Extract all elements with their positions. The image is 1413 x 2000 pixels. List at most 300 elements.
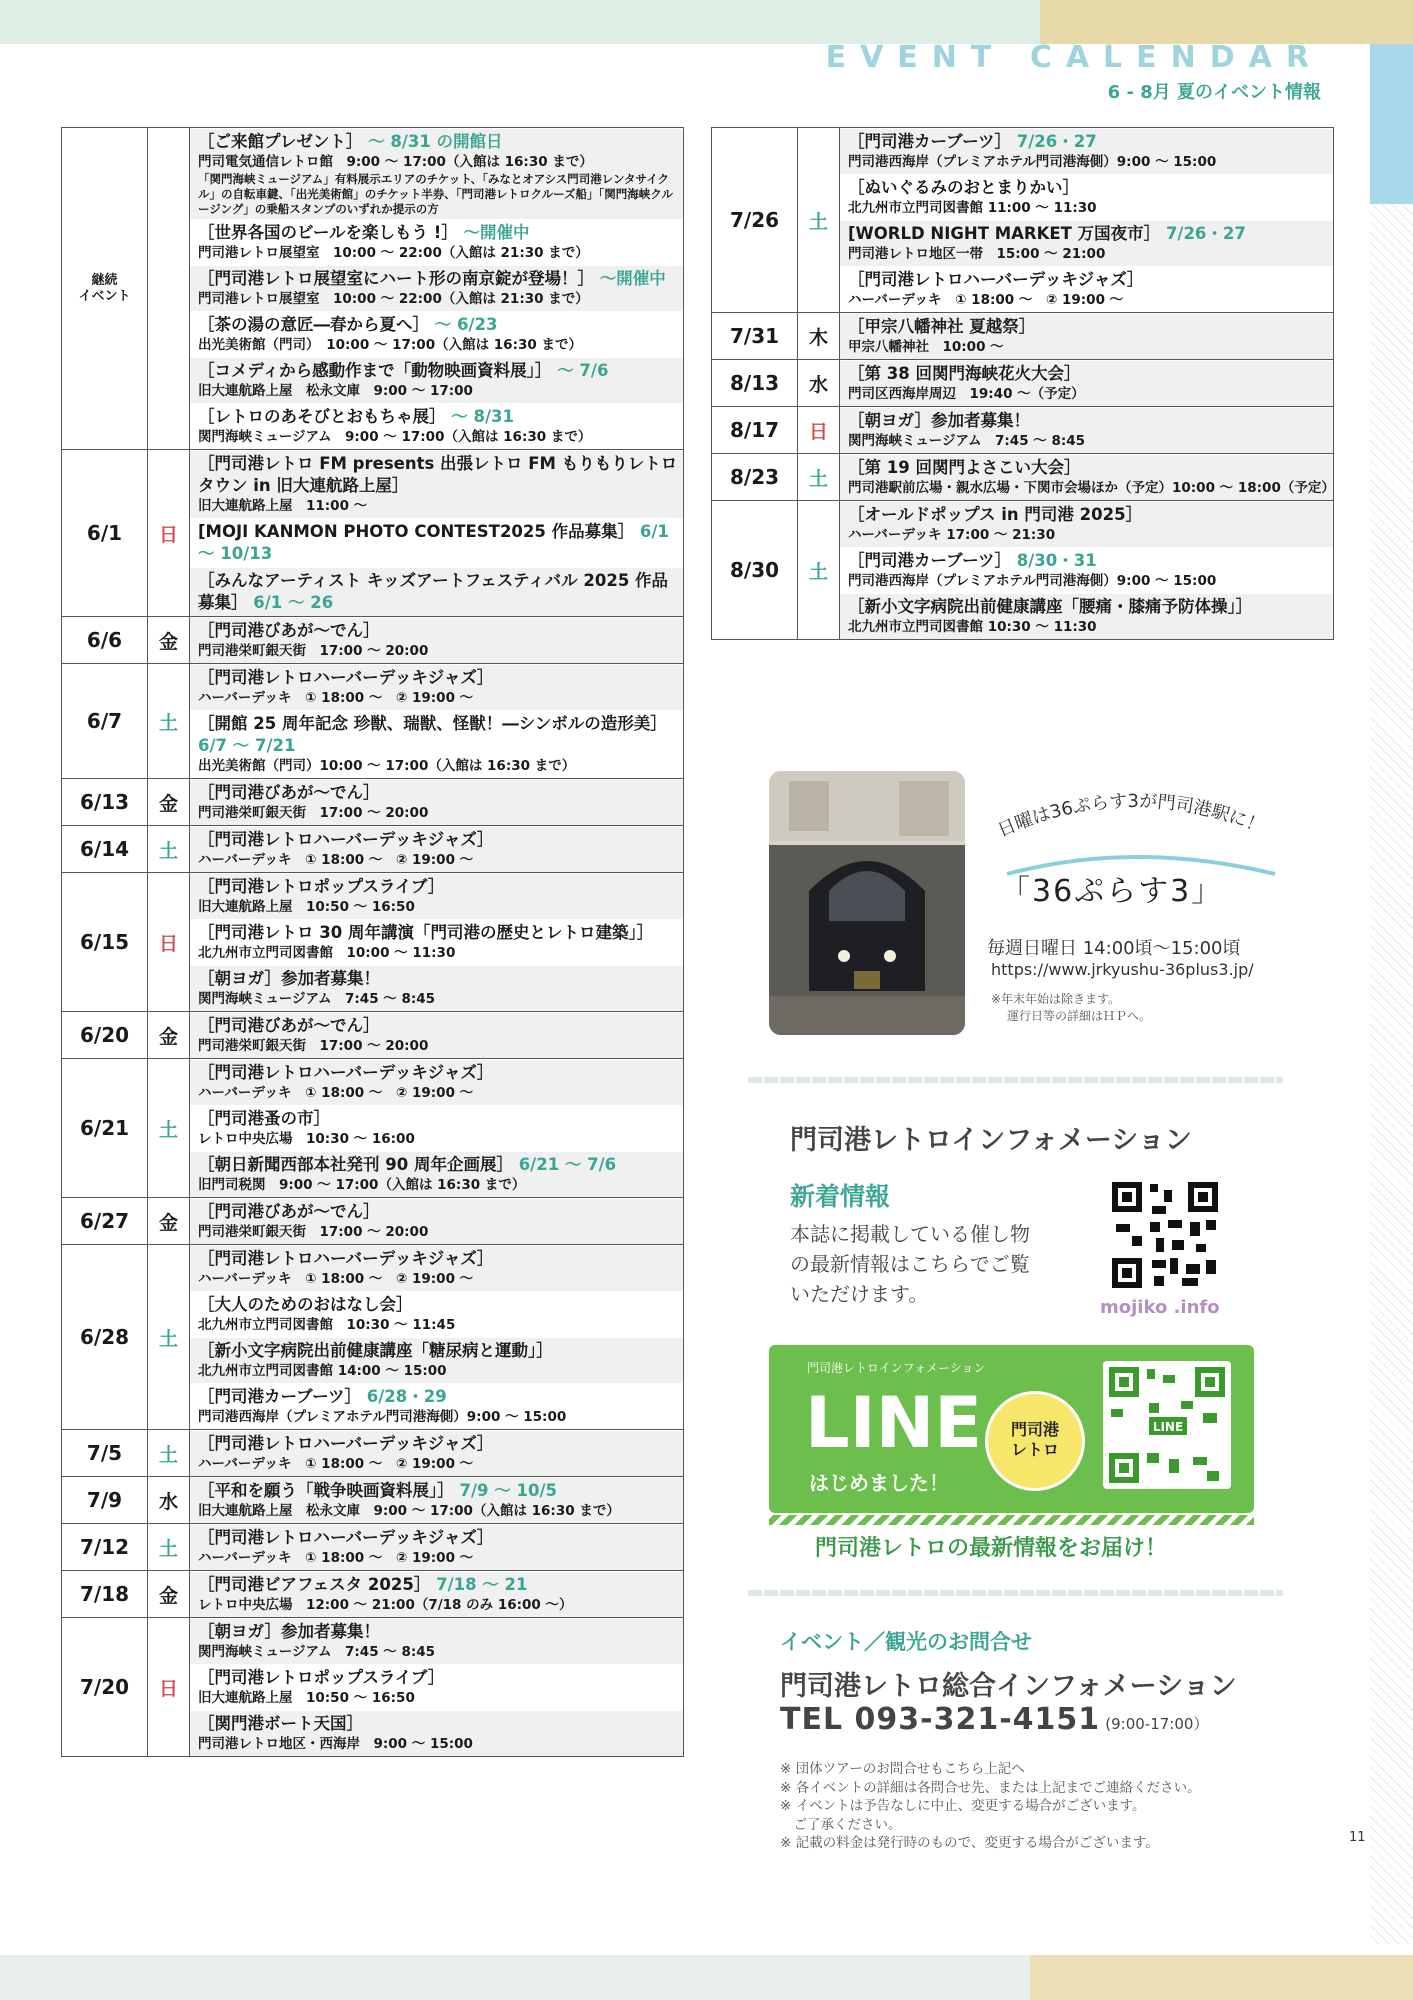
event-detail: 北九州市立門司図書館 11:00 ～ 11:30 xyxy=(848,200,1097,216)
event-detail: ハーバーデッキ ① 18:00 ～ ② 19:00 ～ xyxy=(848,292,1124,308)
event-note: 「関門海峡ミュージアム」有料展示エリアのチケット、「みなとオアシス門司港レンタサイクル」の自転車鍵、「出光美術館」のチケット半券、「門司港レトロクルーズ船」「関門海峡クルージング」の乗船スタンプのいずれか提示の方 xyxy=(198,172,673,216)
event-name xyxy=(848,596,1329,618)
event-weekday: 土 xyxy=(148,826,190,873)
event-name xyxy=(198,314,679,336)
event-detail: 旧大連航路上屋 松永文庫 9:00 ～ 17:00（入館は 16:30 まで） xyxy=(198,1503,620,1519)
news-line: いただけます。 xyxy=(790,1282,929,1306)
contact-note: ※ 各イベントの詳細は各問合せ先、または上記までご連絡ください。 xyxy=(780,1779,1201,1796)
event-item xyxy=(190,450,683,518)
event-name xyxy=(198,222,679,244)
calendar-row xyxy=(62,1012,684,1059)
event-title: ［門司港ビアフェスタ 2025］ xyxy=(198,1575,431,1594)
separator xyxy=(748,1077,1283,1083)
calendar-row xyxy=(712,128,1334,313)
calendar-row xyxy=(62,664,684,779)
event-cell xyxy=(190,1571,684,1618)
event-name xyxy=(198,521,679,565)
event-item xyxy=(190,1198,683,1244)
news-line: 本誌に掲載している催し物 xyxy=(790,1222,1030,1246)
event-item xyxy=(840,174,1333,220)
train-url[interactable]: https://www.jrkyushu-36plus3.jp/ xyxy=(991,960,1254,979)
event-item xyxy=(190,219,683,265)
event-detail: 北九州市立門司図書館 14:00 ～ 15:00 xyxy=(198,1363,447,1379)
event-title: ［コメディから感動作まで「動物映画資料展」］ xyxy=(198,361,552,380)
event-date: 7/18 xyxy=(62,1571,148,1618)
event-cell xyxy=(840,454,1334,501)
event-detail: 北九州市立門司図書館 10:00 ～ 11:30 xyxy=(198,945,456,961)
event-detail: ハーバーデッキ ① 18:00 ～ ② 19:00 ～ xyxy=(198,1550,474,1566)
calendar-row xyxy=(62,1245,684,1430)
event-item xyxy=(840,220,1333,266)
event-date: 7/26 xyxy=(712,128,798,313)
event-detail: ハーバーデッキ ① 18:00 ～ ② 19:00 ～ xyxy=(198,852,474,868)
event-cell xyxy=(190,779,684,826)
news-title: 新着情報 xyxy=(790,1182,891,1211)
event-item xyxy=(840,407,1333,453)
event-cell xyxy=(840,360,1334,407)
event-cell xyxy=(190,450,684,617)
event-date: 6/13 xyxy=(62,779,148,826)
event-date: 6/20 xyxy=(62,1012,148,1059)
event-name xyxy=(198,922,679,944)
event-detail: 門司港西海岸（プレミアホテル門司港海側）9:00 ～ 15:00 xyxy=(848,154,1217,170)
event-item xyxy=(190,1618,683,1664)
event-title: ［関門港ボート天国］ xyxy=(198,1714,363,1733)
event-detail: 門司港栄町銀天街 17:00 ～ 20:00 xyxy=(198,805,429,821)
event-title: ［第 38 回関門海峡花火大会］ xyxy=(848,364,1081,383)
calendar-row xyxy=(712,454,1334,501)
event-title: ［門司港カーブーツ］ xyxy=(198,1387,362,1406)
event-weekday: 金 xyxy=(148,617,190,664)
event-period: 6/28・29 xyxy=(366,1387,447,1406)
event-title: ［門司港レトロハーバーデッキジャズ］ xyxy=(198,830,494,849)
separator xyxy=(748,1590,1283,1596)
event-weekday: 土 xyxy=(148,1059,190,1198)
event-detail: 旧大連航路上屋 10:50 ～ 16:50 xyxy=(198,1690,415,1706)
event-name xyxy=(198,1340,679,1362)
event-title: ［ご来館プレゼント］ xyxy=(198,132,363,151)
right-calendar-table xyxy=(711,127,1334,640)
event-detail: 出光美術館（門司） 10:00 ～ 17:00（入館は 16:30 まで） xyxy=(198,337,582,353)
event-weekday: 日 xyxy=(148,873,190,1012)
event-cell xyxy=(190,1059,684,1198)
event-date: 7/20 xyxy=(62,1618,148,1757)
event-date: 7/31 xyxy=(712,313,798,360)
event-item xyxy=(190,128,683,219)
news-text xyxy=(790,1219,1030,1309)
calendar-row xyxy=(62,826,684,873)
event-title: ［門司港びあが～でん］ xyxy=(198,783,380,802)
contact-note: ※ 記載の料金は発行時のもので、変更する場合がございます。 xyxy=(780,1835,1159,1851)
train-arc-text: 日曜は36ぷらす3が門司港駅に！ xyxy=(994,790,1268,842)
event-name xyxy=(848,363,1329,385)
event-name xyxy=(198,570,679,614)
event-name xyxy=(198,1574,679,1596)
event-cell xyxy=(190,664,684,779)
bottom-band-accent xyxy=(1030,1955,1413,2000)
event-title: ［朝ヨガ］参加者募集！ xyxy=(198,1622,380,1641)
event-item xyxy=(190,1337,683,1383)
event-detail: 関門海峡ミュージアム 9:00 ～ 17:00（入館は 16:30 まで） xyxy=(198,429,592,445)
event-name xyxy=(198,1713,679,1735)
event-title: ［オールドポップス in 門司港 2025］ xyxy=(848,505,1143,524)
train-photo xyxy=(769,771,965,1035)
site-label[interactable]: mojiko .info xyxy=(1100,1297,1220,1318)
event-weekday: 金 xyxy=(148,1012,190,1059)
contact-heading: イベント／観光のお問合せ xyxy=(780,1630,1032,1654)
event-name xyxy=(848,131,1329,153)
event-item xyxy=(190,710,683,778)
event-title: ［門司港カーブーツ］ xyxy=(848,551,1012,570)
event-title: ［門司港レトロハーバーデッキジャズ］ xyxy=(198,1528,494,1547)
event-date: 6/14 xyxy=(62,826,148,873)
event-date: 8/17 xyxy=(712,407,798,454)
event-cell xyxy=(190,1618,684,1757)
event-date: 7/12 xyxy=(62,1524,148,1571)
event-title: ［新小文字病院出前健康講座「糖尿病と運動」］ xyxy=(198,1341,553,1360)
event-name xyxy=(198,1108,679,1130)
top-band-accent xyxy=(1040,0,1413,44)
event-detail: 関門海峡ミュージアム 7:45 ～ 8:45 xyxy=(848,433,1086,449)
event-name xyxy=(848,550,1329,572)
event-date: 6/1 xyxy=(62,450,148,617)
event-name xyxy=(198,1386,679,1408)
event-weekday: 土 xyxy=(798,454,840,501)
event-title: ［門司港レトロハーバーデッキジャズ］ xyxy=(198,1434,494,1453)
event-name xyxy=(198,360,679,382)
page-title: EVENT CALENDAR xyxy=(825,40,1323,75)
event-item xyxy=(190,664,683,710)
event-item xyxy=(190,1245,683,1291)
event-name xyxy=(198,453,679,497)
event-name xyxy=(198,1527,679,1549)
event-name xyxy=(848,504,1329,526)
event-date: 8/30 xyxy=(712,501,798,640)
event-name xyxy=(198,268,679,290)
event-date: 8/23 xyxy=(712,454,798,501)
event-name xyxy=(848,223,1329,245)
event-name xyxy=(198,876,679,898)
line-banner-started: はじめました！ xyxy=(809,1471,949,1495)
event-period: ～ 6/23 xyxy=(434,315,498,334)
event-item xyxy=(840,313,1333,359)
event-period: 6/21 ～ 7/6 xyxy=(518,1155,617,1174)
contact-note: ご了承ください。 xyxy=(780,1816,902,1833)
calendar-row xyxy=(62,1430,684,1477)
event-cell xyxy=(190,1245,684,1430)
event-item xyxy=(190,1383,683,1429)
event-period: 7/18 ～ 21 xyxy=(436,1575,528,1594)
calendar-row xyxy=(712,360,1334,407)
event-name xyxy=(848,177,1329,199)
event-title: ［門司港レトロハーバーデッキジャズ］ xyxy=(198,668,494,687)
event-detail: 関門海峡ミュージアム 7:45 ～ 8:45 xyxy=(198,991,436,1007)
event-title: ［門司港びあが～でん］ xyxy=(198,1016,380,1035)
event-detail: 旧大連航路上屋 11:00 ～ xyxy=(198,498,368,514)
event-weekday: 金 xyxy=(148,1571,190,1618)
event-detail: レトロ中央広場 12:00 ～ 21:00（7/18 のみ 16:00 ～） xyxy=(198,1597,573,1613)
event-item xyxy=(840,266,1333,312)
event-name xyxy=(198,1433,679,1455)
event-item xyxy=(190,311,683,357)
line-banner[interactable] xyxy=(769,1345,1254,1513)
train-note2: 運行日等の詳細はＨＰへ。 xyxy=(1007,1009,1152,1023)
event-name xyxy=(198,1621,679,1643)
news-line: の最新情報はこちらでご覧 xyxy=(790,1252,1030,1276)
event-detail: 門司港栄町銀天街 17:00 ～ 20:00 xyxy=(198,1038,429,1054)
event-weekday: 木 xyxy=(798,313,840,360)
event-detail: 門司港駅前広場・親水広場・下関市会場ほか（予定）10:00 ～ 18:00（予定） xyxy=(848,480,1335,496)
event-date: 6/21 xyxy=(62,1059,148,1198)
event-weekday: 土 xyxy=(148,1430,190,1477)
event-cell xyxy=(190,1524,684,1571)
event-weekday: 金 xyxy=(148,779,190,826)
event-title: ［門司港レトロポップスライブ］ xyxy=(198,1668,445,1687)
event-detail: 関門海峡ミュージアム 7:45 ～ 8:45 xyxy=(198,1644,436,1660)
event-name xyxy=(198,968,679,990)
svg-text:日曜は36ぷらす3が門司港駅に！ xyxy=(995,791,1267,842)
side-pattern xyxy=(1370,44,1413,1944)
event-title: ［門司港びあが～でん］ xyxy=(198,1202,380,1221)
event-detail: ハーバーデッキ ① 18:00 ～ ② 19:00 ～ xyxy=(198,1271,474,1287)
event-title: ［門司港レトロ FM presents 出張レトロ FM もりもりレトロタウン in 旧大連航路上屋］ xyxy=(198,454,678,495)
event-name xyxy=(198,713,679,757)
event-period: 6/1 ～ 26 xyxy=(253,593,334,612)
contact-tel-row xyxy=(780,1702,1208,1737)
event-detail: ハーバーデッキ ① 18:00 ～ ② 19:00 ～ xyxy=(198,1456,474,1472)
line-caption: 門司港レトロの最新情報をお届け！ xyxy=(815,1536,1168,1561)
calendar-row xyxy=(62,1571,684,1618)
event-item xyxy=(190,567,683,616)
event-item xyxy=(840,593,1333,639)
event-title: ［レトロのあそびとおもちゃ展］ xyxy=(198,407,446,426)
event-name xyxy=(198,782,679,804)
event-period: 7/26・27 xyxy=(1165,224,1246,243)
event-title: ［門司港レトロハーバーデッキジャズ］ xyxy=(198,1249,494,1268)
left-calendar-table xyxy=(61,127,684,1757)
event-period: 7/26・27 xyxy=(1016,132,1097,151)
event-cell xyxy=(190,617,684,664)
event-weekday: 水 xyxy=(148,1477,190,1524)
event-cell xyxy=(190,1198,684,1245)
event-name xyxy=(198,406,679,428)
event-title: ［門司港レトロ 30 周年講演「門司港の歴史とレトロ建築」］ xyxy=(198,923,654,942)
event-item xyxy=(190,265,683,311)
event-weekday: 水 xyxy=(798,360,840,407)
event-detail: 門司港レトロ展望室 10:00 ～ 22:00（入館は 21:30 まで） xyxy=(198,245,589,261)
event-item xyxy=(190,919,683,965)
event-title: ［朝ヨガ］参加者募集！ xyxy=(198,969,380,988)
event-name xyxy=(198,620,679,642)
event-detail: 出光美術館（門司）10:00 ～ 17:00（入館は 16:30 まで） xyxy=(198,758,576,774)
event-detail: 門司港栄町銀天街 17:00 ～ 20:00 xyxy=(198,1224,429,1240)
event-detail: 門司電気通信レトロ館 9:00 ～ 17:00（入館は 16:30 まで） xyxy=(198,154,593,170)
event-name xyxy=(848,316,1329,338)
line-banner-small: 門司港レトロインフォメーション xyxy=(807,1361,986,1375)
event-period: 6/7 ～ 7/21 xyxy=(198,736,296,755)
event-item xyxy=(190,1710,683,1756)
event-date: 8/13 xyxy=(712,360,798,407)
event-detail: 門司港栄町銀天街 17:00 ～ 20:00 xyxy=(198,643,429,659)
event-name xyxy=(198,1480,679,1502)
event-period: ～開催中 xyxy=(599,269,666,288)
event-weekday: 土 xyxy=(148,1245,190,1430)
event-date: 6/28 xyxy=(62,1245,148,1430)
event-name xyxy=(198,1248,679,1270)
event-weekday: 土 xyxy=(148,1524,190,1571)
event-title: [WORLD NIGHT MARKET 万国夜市］ xyxy=(848,224,1161,243)
event-name xyxy=(198,1201,679,1223)
event-item xyxy=(190,1291,683,1337)
event-name xyxy=(198,1154,679,1176)
event-title: ［甲宗八幡神社 夏越祭］ xyxy=(848,317,1036,336)
event-cell xyxy=(190,1477,684,1524)
event-weekday: 土 xyxy=(798,128,840,313)
event-title: ［大人のためのおはなし会］ xyxy=(198,1295,413,1314)
calendar-row xyxy=(62,1198,684,1245)
event-period: 7/9 ～ 10/5 xyxy=(459,1481,557,1500)
calendar-row xyxy=(62,617,684,664)
event-item xyxy=(840,360,1333,406)
calendar-row xyxy=(62,450,684,617)
event-detail: 門司港レトロ地区・西海岸 9:00 ～ 15:00 xyxy=(198,1736,473,1752)
event-cell xyxy=(840,501,1334,640)
event-cell xyxy=(190,128,684,450)
event-weekday xyxy=(148,128,190,450)
event-item xyxy=(840,547,1333,593)
contact-tel[interactable]: TEL 093-321-4151 xyxy=(780,1702,1101,1737)
event-title: ［門司港びあが～でん］ xyxy=(198,621,380,640)
calendar-row xyxy=(712,407,1334,454)
event-title: ［門司港レトロ展望室にハート形の南京錠が登場！］ xyxy=(198,269,594,288)
event-cell xyxy=(840,407,1334,454)
line-banner-big: LINE xyxy=(805,1382,983,1464)
event-date: 7/5 xyxy=(62,1430,148,1477)
event-item xyxy=(190,1524,683,1570)
badge-line2: レトロ xyxy=(1010,1440,1059,1459)
train-note1: ※年末年始は除きます。 xyxy=(991,992,1121,1006)
event-period: ～ 8/31 xyxy=(451,407,514,426)
event-title: ［茶の湯の意匠―春から夏へ］ xyxy=(198,315,429,334)
event-title: ［朝ヨガ］参加者募集！ xyxy=(848,411,1030,430)
event-weekday: 日 xyxy=(148,1618,190,1757)
event-item xyxy=(840,501,1333,547)
event-period: ～ 7/6 xyxy=(557,361,609,380)
calendar-row xyxy=(712,501,1334,640)
event-item xyxy=(190,1012,683,1058)
event-weekday: 日 xyxy=(148,450,190,617)
contact-org: 門司港レトロ総合インフォメーション xyxy=(780,1671,1237,1702)
event-weekday: 土 xyxy=(148,664,190,779)
event-title: ［門司港カーブーツ］ xyxy=(848,132,1012,151)
event-title: ［開館 25 周年記念 珍獣、瑞獣、怪獣！―シンボルの造形美］ xyxy=(198,714,667,733)
event-name xyxy=(198,1015,679,1037)
event-detail: 旧門司税関 9:00 ～ 17:00（入館は 16:30 まで） xyxy=(198,1177,526,1193)
event-item xyxy=(190,518,683,567)
event-title: ［門司港レトロハーバーデッキジャズ］ xyxy=(848,270,1144,289)
event-cell xyxy=(190,873,684,1012)
page-subtitle: 6 - 8月 夏のイベント情報 xyxy=(1107,82,1321,103)
event-detail: 門司港レトロ地区一帯 15:00 ～ 21:00 xyxy=(848,246,1106,262)
event-name xyxy=(198,667,679,689)
page-number: 11 xyxy=(1349,1830,1366,1845)
event-period: ～ 8/31 の開館日 xyxy=(368,132,503,151)
event-item xyxy=(190,1571,683,1617)
event-title: ［世界各国のビールを楽しもう !］ xyxy=(198,223,458,242)
event-cell xyxy=(190,1430,684,1477)
event-detail: 北九州市立門司図書館 10:30 ～ 11:30 xyxy=(848,619,1097,635)
event-item xyxy=(190,357,683,403)
event-name xyxy=(198,829,679,851)
event-title: ［門司港レトロポップスライブ］ xyxy=(198,877,445,896)
event-date: 6/27 xyxy=(62,1198,148,1245)
event-item xyxy=(190,1477,683,1523)
event-title: ［平和を願う「戦争映画資料展」］ xyxy=(198,1481,454,1500)
event-detail: ハーバーデッキ 17:00 ～ 21:30 xyxy=(848,527,1056,543)
train-schedule: 毎週日曜日 14:00頃～15:00頃 xyxy=(987,938,1241,959)
line-badge xyxy=(985,1391,1085,1491)
event-detail: 北九州市立門司図書館 10:30 ～ 11:45 xyxy=(198,1317,456,1333)
calendar-row xyxy=(62,1524,684,1571)
event-detail: ハーバーデッキ ① 18:00 ～ ② 19:00 ～ xyxy=(198,1085,474,1101)
event-title: ［ぬいぐるみのおとまりかい］ xyxy=(848,178,1079,197)
event-detail: 旧大連航路上屋 10:50 ～ 16:50 xyxy=(198,899,415,915)
event-title: ［朝日新聞西部本社発刊 90 周年企画展］ xyxy=(198,1155,513,1174)
event-period: 6/1 ～ 10/13 xyxy=(198,522,669,563)
calendar-row xyxy=(712,313,1334,360)
event-date: 6/7 xyxy=(62,664,148,779)
event-item xyxy=(190,965,683,1011)
event-title: ［第 19 回関門よさこい大会］ xyxy=(848,458,1081,477)
event-item xyxy=(190,873,683,919)
event-name xyxy=(848,410,1329,432)
event-item xyxy=(840,454,1333,500)
event-item xyxy=(190,826,683,872)
event-item xyxy=(840,128,1333,174)
contact-notes xyxy=(780,1760,1201,1853)
event-cell xyxy=(190,826,684,873)
event-item xyxy=(190,1664,683,1710)
event-weekday: 金 xyxy=(148,1198,190,1245)
event-weekday: 日 xyxy=(798,407,840,454)
event-detail: 門司港西海岸（プレミアホテル門司港海側）9:00 ～ 15:00 xyxy=(848,573,1217,589)
event-name xyxy=(198,131,679,153)
event-item xyxy=(190,1059,683,1105)
event-date: 7/9 xyxy=(62,1477,148,1524)
event-title: ［新小文字病院出前健康講座「腰痛・膝痛予防体操」］ xyxy=(848,597,1253,616)
event-name xyxy=(198,1294,679,1316)
event-name xyxy=(848,457,1329,479)
event-item xyxy=(190,1151,683,1197)
event-cell xyxy=(190,1012,684,1059)
line-qr-code-icon[interactable] xyxy=(1103,1361,1231,1489)
event-date: 6/6 xyxy=(62,617,148,664)
calendar-row xyxy=(62,1059,684,1198)
event-title: [MOJI KANMON PHOTO CONTEST2025 作品募集］ xyxy=(198,522,635,541)
event-name xyxy=(198,1667,679,1689)
side-band-blue xyxy=(1370,44,1413,204)
info-heading: 門司港レトロインフォメーション xyxy=(790,1125,1192,1156)
contact-note: ※ 団体ツアーのお問合せもこちら上記へ xyxy=(780,1761,1025,1777)
event-detail: ハーバーデッキ ① 18:00 ～ ② 19:00 ～ xyxy=(198,690,474,706)
event-name xyxy=(198,1062,679,1084)
event-cell xyxy=(840,128,1334,313)
event-title: ［みんなアーティスト キッズアートフェスティバル 2025 作品募集］ xyxy=(198,571,669,612)
calendar-row xyxy=(62,873,684,1012)
event-name xyxy=(848,269,1329,291)
qr-code-icon[interactable] xyxy=(1110,1180,1220,1290)
event-cell xyxy=(840,313,1334,360)
